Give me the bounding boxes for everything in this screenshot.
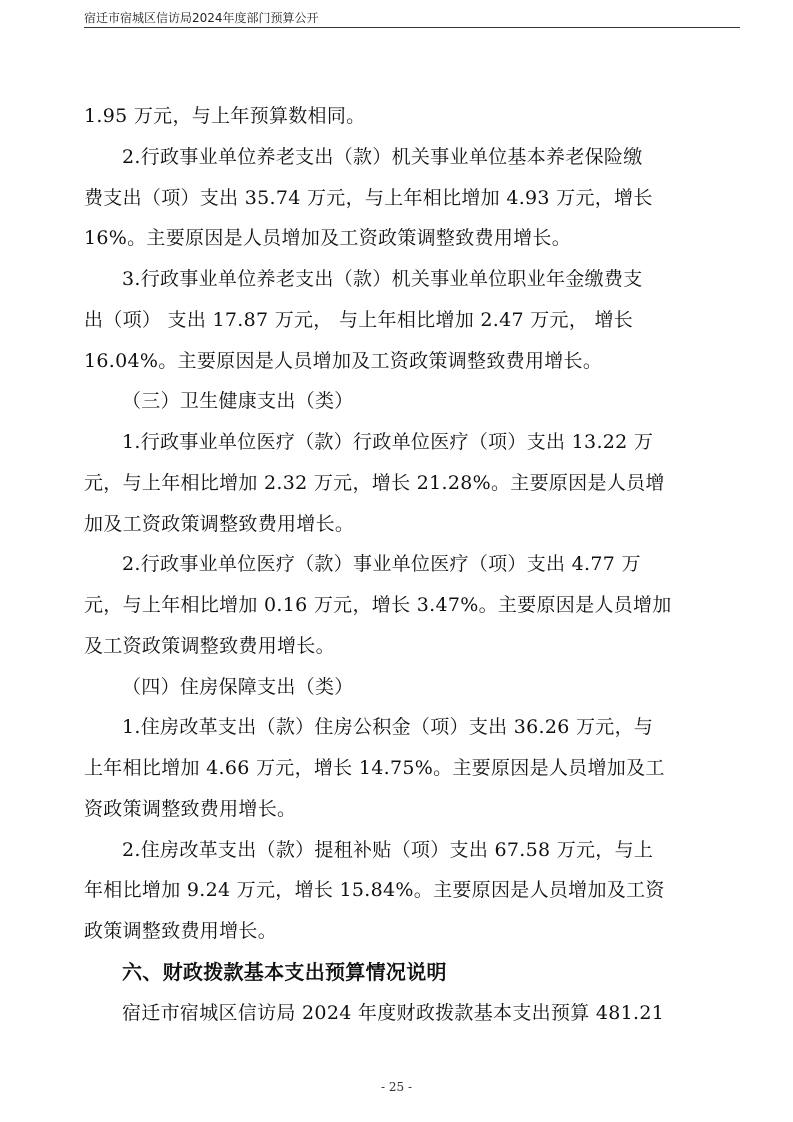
paragraph-line: 宿迁市宿城区信访局 2024 年度财政拨款基本支出预算 481.21	[122, 1001, 665, 1024]
section-heading: 六、财政拨款基本支出预算情况说明	[122, 959, 447, 984]
paragraph-line: 16%。主要原因是人员增加及工资政策调整致费用增长。	[84, 227, 572, 250]
paragraph-line: 年相比增加 9.24 万元，增长 15.84%。主要原因是人员增加及工资	[84, 879, 665, 902]
paragraph-line: 1.95 万元，与上年预算数相同。	[84, 105, 366, 127]
subsection-heading: （四）住房保障支出（类）	[122, 675, 354, 698]
paragraph-line: 资政策调整致费用增长。	[84, 797, 297, 820]
paragraph-line: 1.住房改革支出（款）住房公积金（项）支出 36.26 万元，与	[122, 716, 654, 739]
paragraph-line: 2.住房改革支出（款）提租补贴（项）支出 67.58 万元，与上	[122, 838, 654, 861]
paragraph-line: 政策调整致费用增长。	[84, 920, 278, 942]
paragraph-line: 元，与上年相比增加 2.32 万元，增长 21.28%。主要原因是人员增	[84, 471, 665, 494]
paragraph-line: 加及工资政策调整致费用增长。	[84, 512, 355, 535]
document-body	[84, 96, 714, 1033]
page-header: 宿迁市宿城区信访局2024年度部门预算公开	[84, 11, 319, 25]
header-rule	[84, 27, 740, 28]
paragraph-line: 费支出（项）支出 35.74 万元，与上年相比增加 4.93 万元，增长	[84, 186, 653, 209]
paragraph-line: 16.04%。主要原因是人员增加及工资政策调整致费用增长。	[84, 349, 603, 372]
paragraph-line: 出（项） 支出 17.87 万元， 与上年相比增加 2.47 万元， 增长	[84, 308, 634, 331]
paragraph-line: 1.行政事业单位医疗（款）行政单位医疗（项）支出 13.22 万	[122, 431, 654, 453]
paragraph-line: 3.行政事业单位养老支出（款）机关事业单位职业年金缴费支	[122, 268, 643, 290]
paragraph-line: 元，与上年相比增加 0.16 万元，增长 3.47%。主要原因是人员增加	[84, 594, 672, 616]
page-number: - 25 -	[380, 1080, 412, 1094]
subsection-heading: （三）卫生健康支出（类）	[122, 390, 354, 413]
paragraph-line: 及工资政策调整致费用增长。	[84, 634, 335, 657]
paragraph-line: 2.行政事业单位养老支出（款）机关事业单位基本养老保险缴	[122, 145, 643, 168]
paragraph-line: 上年相比增加 4.66 万元，增长 14.75%。主要原因是人员增加及工	[84, 757, 665, 779]
paragraph-line: 2.行政事业单位医疗（款）事业单位医疗（项）支出 4.77 万	[122, 553, 641, 576]
